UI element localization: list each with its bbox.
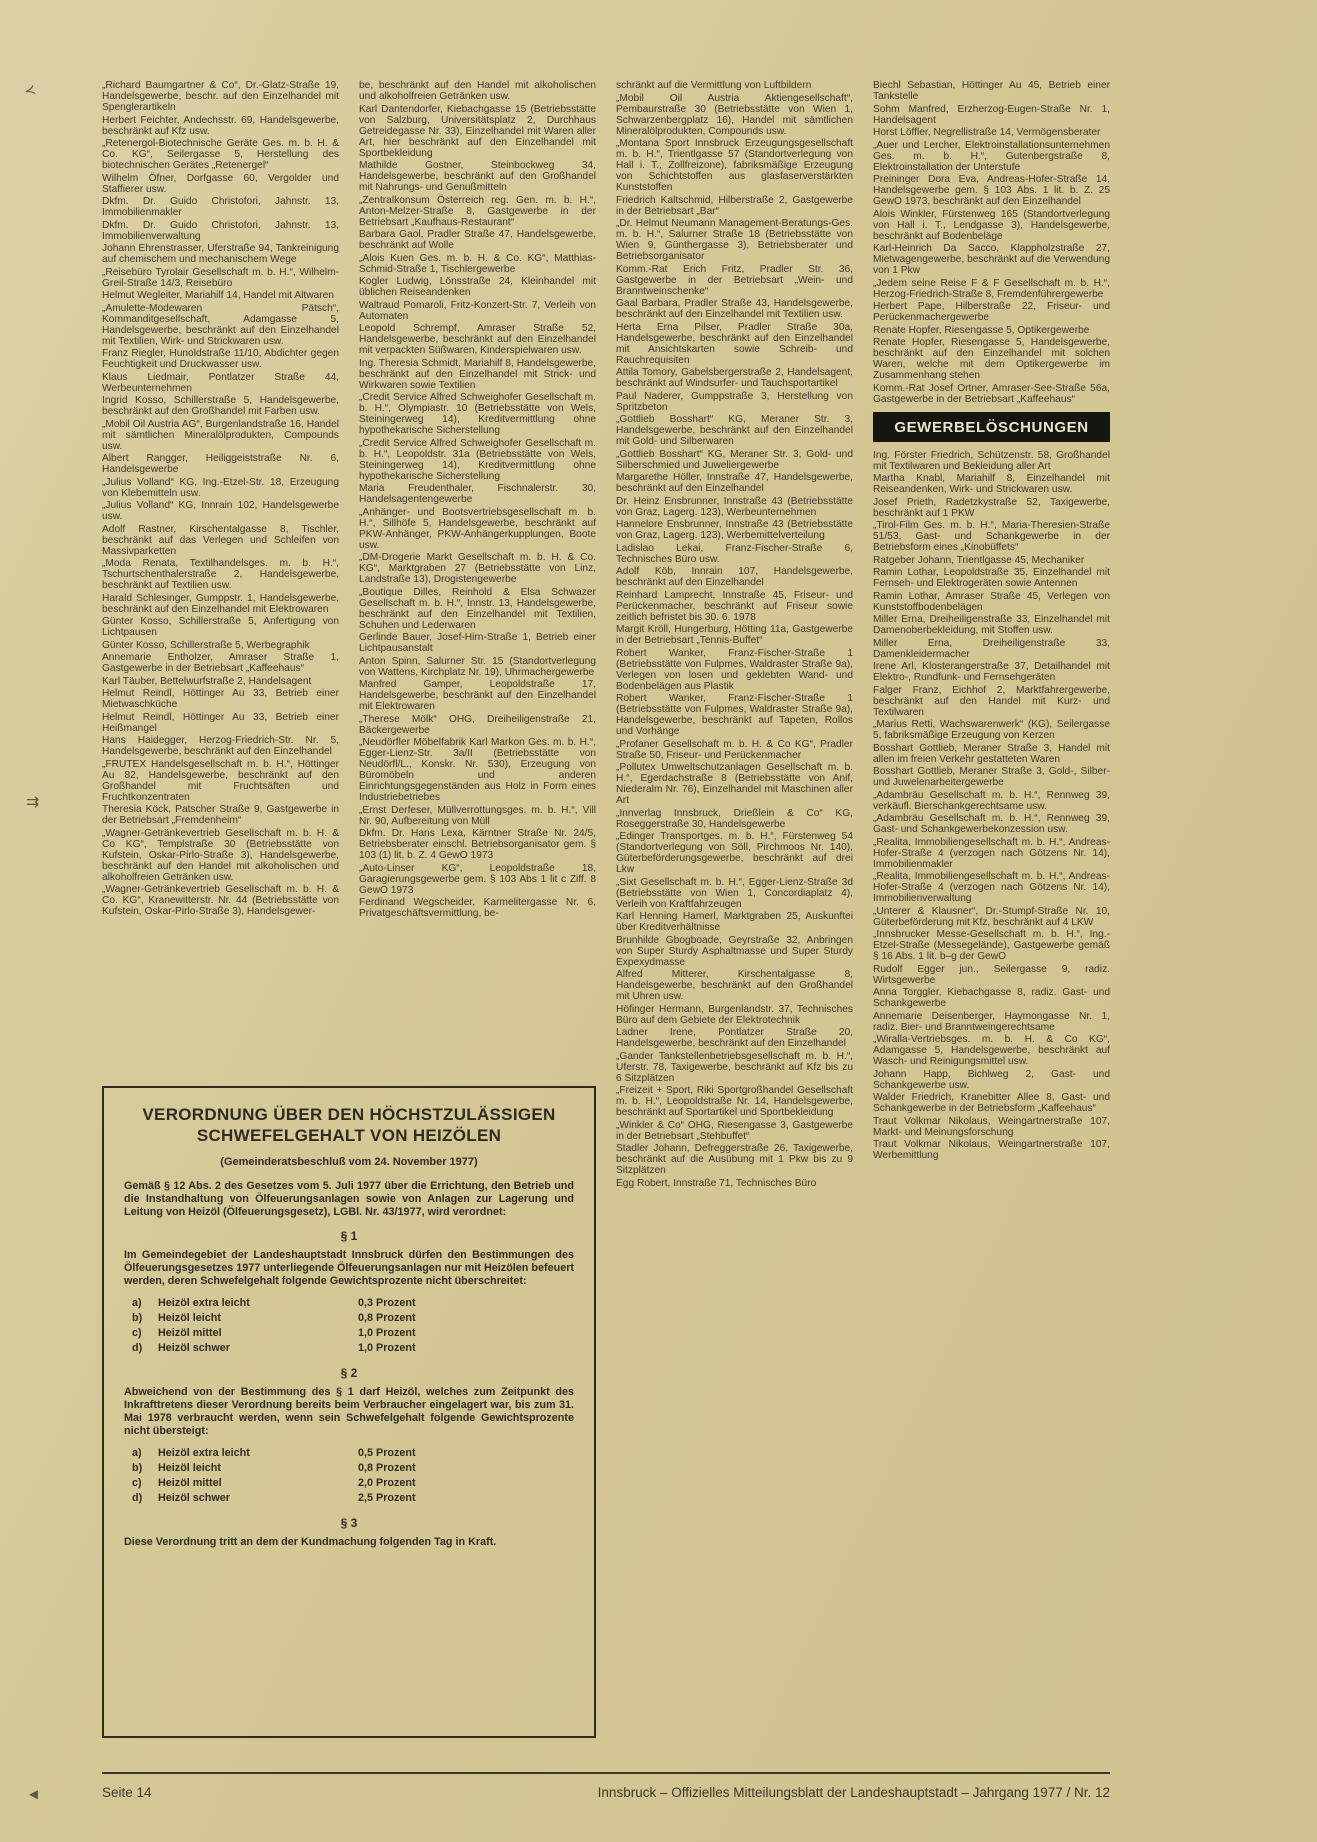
registry-entry: „Montana Sport Innsbruck Erzeugungsgesellschaft m. b. H.“, Trientlgasse 57 (Standortverlegung von Hall i. T., Zollfreizone), fabriksmäßige Erzeugung von Schichtstoffen aus glasfaserverstärkten Kunststoffen (616, 138, 853, 193)
paragraph-1-heading: § 1 (340, 1229, 358, 1243)
page-number: Seite 14 (102, 1785, 152, 1800)
verordnung-subtitle: (Gemeinderatsbeschluß vom 24. November 1977) (220, 1156, 478, 1168)
registry-entry: Komm.-Rat Josef Ortner, Amraser-See-Straße 56a, Gastgewerbe in der Betriebsart „Kaffeehaus“ (873, 382, 1110, 405)
heizoel-cell: 0,3 Prozent (358, 1297, 416, 1309)
registry-entry: Robert Wanker, Franz-Fischer-Straße 1 (Betriebsstätte von Fulpmes, Waldraster Straße 9a), Handelsgewerbe, beschränkt auf Tapeten, Rollos und Vorhänge (616, 693, 853, 737)
registry-entry: Albert Rangger, Heiliggeiststraße Nr. 6, Handelsgewerbe (102, 453, 339, 475)
registry-entry: Komm.-Rat Erich Fritz, Pradler Str. 36, Gastgewerbe in der Betriebsart „Wein- und Branntweinschenke“ (616, 263, 853, 297)
registry-entry: Alfred Mitterer, Kirschentalgasse 8, Handelsgewerbe, beschränkt auf den Großhandel mit Uhren usw. (616, 969, 853, 1002)
registry-entry: Brunhilde Gbogboade, Geyrstraße 32, Anbringen von Super Sturdy Asphaltmasse und Super Sturdy Expexydmasse (616, 934, 853, 968)
registry-entry: „Therese Mölk“ OHG, Dreiheiligenstraße 21, Bäckergewerbe (359, 713, 596, 736)
registry-entry: Miller Erna, Dreiheiligenstraße 33, Damenkleidermacher (873, 637, 1110, 660)
registry-entry: Dkfm. Dr. Hans Lexa, Kärntner Straße Nr. 24/5, Betriebsberater einschl. Betriebsorganisator gem. § 103 (1) lit. b. Z. 4 GewO 1973 (359, 828, 596, 861)
heizoel-row (132, 1476, 574, 1491)
registry-entry: Herbert Pape, Hilberstraße 22, Friseur- und Perückenmachergewerbe (873, 301, 1110, 323)
registry-entry: Günter Kosso, Schillerstraße 5, Anfertigung von Lichtpausen (102, 616, 339, 638)
registry-entry: Gaal Barbara, Pradler Straße 43, Handelsgewerbe, beschränkt auf den Einzelhandel mit Textilien usw. (616, 298, 853, 320)
heizoel-cell: 0,8 Prozent (358, 1312, 416, 1324)
registry-entry: Friedrich Kaltschmid, Hilberstraße 2, Gastgewerbe in der Betriebsart „Bar“ (616, 194, 853, 217)
heizoel-cell: 2,0 Prozent (358, 1477, 416, 1489)
heizoel-cell: Heizöl extra leicht (158, 1297, 250, 1309)
registry-entry: Reinhard Lamprecht, Innstraße 45, Friseur- und Perückenmacher, beschränkt auf Friseur sowie zeitlich befristet bis 30. 6. 1978 (616, 589, 853, 623)
registry-entry: Karl Henning Hamerl, Marktgraben 25, Auskunftei über Kreditverhältnisse (616, 911, 853, 933)
registry-entry: „Credit Service Alfred Schweighofer Gesellschaft m. b. H.“, Leopoldstr. 31a (Betriebsstätte von Wels, Steiningerweg 14), Kreditvermittlung ohne hypothekarische Sicherstellung (359, 437, 596, 482)
registry-entry: Stadler Johann, Defreggerstraße 26, Taxigewerbe, beschränkt auf die Ausübung mit 1 Pkw bis zu 9 Sitzplätzen (616, 1143, 853, 1176)
registry-entry: Ramin Lothar, Leopoldstraße 35, Einzelhandel mit Fernseh- und Elektrogeräten sowie Antennen (873, 567, 1110, 589)
verordnung-box (102, 1086, 596, 1738)
heizoel-row (132, 1311, 574, 1326)
registry-entry: „Wiralla-Vertriebsges. m. b. H. & Co KG“, Adamgasse 5, Handelsgewerbe, beschränkt auf Wasch- und Reinigungsmittel usw. (873, 1034, 1110, 1067)
registry-entry: Horst Löffler, Negrellistraße 14, Vermögensberater (873, 127, 1101, 138)
heizoel-cell: Heizöl schwer (158, 1342, 231, 1354)
heizoel-cell: 0,5 Prozent (358, 1447, 416, 1459)
registry-entry: „Reisebüro Tyrolair Gesellschaft m. b. H.“, Wilhelm-Greil-Straße 14/3, Reisebüro (102, 266, 339, 289)
registry-entry: Dr. Heinz Ensbrunner, Innstraße 43 (Betriebsstätte von Graz, Lagerg. 123), Werbeunternehmen (616, 495, 853, 518)
registry-entry: „Adambräu Gesellschaft m. b. H.“, Rennweg 39, Gast- und Schankgewerbekonzession usw. (873, 813, 1110, 835)
heizoel-cell: Heizöl schwer (158, 1492, 231, 1504)
registry-entry: Herbert Feichter, Andechsstr. 69, Handelsgewerbe, beschränkt auf Kfz usw. (102, 114, 339, 137)
registry-entry: Attila Tomory, Gabelsbergerstraße 2, Handelsagent, beschränkt auf Windsurfer- und Tauchsportartikel (616, 367, 853, 389)
registry-entry: Karl-Heinrich Da Sacco, Klappholzstraße 27, Mietwagengewerbe, beschränkt auf die Verwendung von 1 Pkw (873, 243, 1110, 276)
registry-entry: Leopold Schrempf, Amraser Straße 52, Handelsgewerbe, beschränkt auf den Einzelhandel mit verpackten Süßwaren, Kinderspielwaren usw. (359, 323, 596, 356)
registry-entry: „Unterer & Klausner“, Dr.-Stumpf-Straße Nr. 10, Güterbeförderung mit Kfz, beschränkt auf 4 LKW (873, 905, 1110, 928)
registry-entry: Renate Hopfer, Riesengasse 5, Optikergewerbe (873, 324, 1090, 336)
heizoel-cell: Heizöl leicht (158, 1462, 221, 1474)
column-1 (102, 80, 339, 1072)
registry-entry: „Edinger Transportges. m. b. H.“, Fürstenweg 54 (Standortverlegung von Söll, Pirchmoos Nr. 140), Güterbeförderungsgewerbe, beschränkt auf drei Lkw (616, 831, 853, 875)
registry-entry: Alois Winkler, Fürstenweg 165 (Standortverlegung von Hall i. T., Lendgasse 3), Handelsgewerbe, beschränkt auf Bodenbeläge (873, 208, 1110, 242)
registry-entry: „Boutique Dilles, Reinhold & Elsa Schwazer Gesellschaft m. b. H.“, Innstr. 13, Handelsgewerbe, beschränkt auf den Einzelhandel mit Textilien, Schuhen und Lederwaren (359, 586, 596, 631)
registry-entry: Annemarie Entholzer, Amraser Straße 1, Gastgewerbe in der Betriebsart „Kaffeehaus“ (102, 652, 339, 674)
registry-entry: schränkt auf die Vermittlung von Luftbildern (616, 80, 812, 91)
registry-entry: Gerlinde Bauer, Josef-Hirn-Straße 1, Betrieb einer Lichtpausanstalt (359, 632, 596, 654)
registry-entry: „Sixt Gesellschaft m. b. H.“, Egger-Lienz-Straße 3d (Betriebsstätte von Wien 1, Concordiaplatz 4), Verleih von Kraftfahrzeugen (616, 876, 853, 910)
registry-entry: Anna Torggler, Kiebachgasse 8, radiz. Gast- und Schankgewerbe (873, 987, 1110, 1009)
verordnung-intro: Gemäß § 12 Abs. 2 des Gesetzes vom 5. Juli 1977 über die Errichtung, den Betrieb und die Instandhaltung von Ölfeuerungsanlagen sowie von Anlagen zur Lagerung und Leitung von Heizöl (Ölfeuerungsgesetz), LGBl. Nr. 43/1977, wird verordnet: (124, 1180, 574, 1218)
heizoel-cell: c) (132, 1327, 142, 1339)
registry-entry: „Amulette-Modewaren Pätsch“, Kommanditgesellschaft, Adamgasse 5, Handelsgewerbe, beschränkt auf den Einzelhandel mit Textilien, Wirk- und Strickwaren usw. (102, 302, 339, 347)
registry-entry: Ladislao Lekai, Franz-Fischer-Straße 6, Technisches Büro usw. (616, 542, 853, 565)
pen-mark: ⇉ (26, 794, 40, 811)
registry-entry: Ramin Lothar, Amraser Straße 45, Verlegen von Kunststoffbodenbelägen (873, 590, 1110, 613)
registry-entry: Manfred Gamper, Leopoldstraße 17, Handelsgewerbe, beschränkt auf den Einzelhandel mit Elektrowaren (359, 679, 596, 712)
pen-mark: ◄ (26, 1786, 41, 1803)
registry-entry: Wilhelm Öfner, Dorfgasse 60, Vergolder und Staffierer usw. (102, 172, 339, 195)
column-4-bottom-entries (873, 450, 1110, 1162)
paragraph-3-text: Diese Verordnung tritt an dem der Kundmachung folgenden Tag in Kraft. (124, 1536, 497, 1548)
registry-entry: Günter Kosso, Schillerstraße 5, Werbegraphik (102, 639, 310, 651)
page-footer (102, 1772, 1110, 1800)
registry-entry: Barbara Gaol, Pradler Straße 47, Handelsgewerbe, beschränkt auf Wolle (359, 229, 596, 251)
heizoel-cell: c) (132, 1477, 142, 1489)
heizoel-cell: Heizöl mittel (158, 1477, 222, 1489)
heizoel-row (132, 1461, 574, 1476)
registry-entry: „Innverlag Innsbruck, Drießlein & Co“ KG, Roseggerstraße 30, Handelsgewerbe (616, 807, 853, 830)
right-half (616, 80, 1110, 1742)
registry-entry: Preininger Dora Eva, Andreas-Hofer-Straße 14, Handelsgewerbe gem. § 103 Abs. 1 lit. b. Z. 25 GewO 1973, beschränkt auf den Einzelhandel (873, 174, 1110, 207)
registry-entry: Karl Dantendorfer, Kiebachgasse 15 (Betriebsstätte von Salzburg, Universitätsplatz 2, Durchhaus Getreidegasse Nr. 33), Einzelhandel mit Waren aller Art, hier beschränkt auf den Einzelhandel mit Sportbekleidung (359, 103, 596, 159)
column-3 (616, 80, 853, 1742)
registry-entry: Helmut Reindl, Höttinger Au 33, Betrieb einer Heißmangel (102, 711, 339, 734)
gewerbeloeschungen-heading: GEWERBELÖSCHUNGEN (873, 412, 1110, 442)
registry-entry: Johann Ehrenstrasser, Uferstraße 94, Tankreinigung auf chemischem und mechanischem Wege (102, 243, 339, 265)
registry-entry: Harald Schlesinger, Gumppstr. 1, Handelsgewerbe, beschränkt auf den Einzelhandel mit Elektrowaren (102, 592, 339, 615)
registry-entry: Sohm Manfred, Erzherzog-Eugen-Straße Nr. 1, Handelsagent (873, 103, 1110, 126)
registry-entry: Hannelore Ensbrunner, Innstraße 43 (Betriebsstätte von Graz, Lagerg. 123), Werbemittelverteilung (616, 519, 853, 541)
verordnung-title-line2: SCHWEFELGEHALT VON HEIZÖLEN (196, 1126, 502, 1145)
heizoel-cell: d) (132, 1492, 143, 1504)
registry-entry: „Credit Service Alfred Schweighofer Gesellschaft m. b. H.“, Olympiastr. 10 (Betriebsstätte von Wels, Steiningerweg 14), Kreditvermittlung ohne hypothekarische Sicherstellung (359, 392, 596, 436)
registry-entry: Ing. Theresia Schmidt, Mariahilf 8, Handelsgewerbe, beschränkt auf den Einzelhandel mit Strick- und Wirkwaren sowie Textilien (359, 357, 596, 391)
registry-entry: Johann Happ, Bichlweg 2, Gast- und Schankgewerbe usw. (873, 1068, 1110, 1091)
registry-entry: „Tirol-Film Ges. m. b. H.“, Maria-Theresien-Straße 51/53, Gast- und Schankgewerbe in der Betriebsform eines „Kinobüffets“ (873, 520, 1110, 553)
registry-entry: Walder Friedrich, Kranebitter Allee 8, Gast- und Schankgewerbe in der Betriebsform „Kaffeehaus“ (873, 1092, 1110, 1114)
registry-entry: „Ernst Derfeser, Müllverrottungsges. m. b. H.“, Vill Nr. 90, Aufbereitung von Müll (359, 804, 596, 827)
paragraph-2-heading: § 2 (340, 1366, 358, 1380)
registry-entry: „Julius Volland“ KG, Ing.-Etzel-Str. 18, Erzeugung von Klebemitteln usw. (102, 476, 339, 499)
registry-entry: Klaus Liedmair, Pontlatzer Straße 44, Werbeunternehmen (102, 371, 339, 394)
registry-entry: „Gottlieb Bosshart“ KG, Meraner Str. 3, Gold- und Silberschmied und Juweliergewerbe (616, 448, 853, 471)
registry-entry: Margarethe Höller, Innstraße 47, Handelsgewerbe, beschränkt auf den Einzelhandel (616, 472, 853, 494)
registry-entry: Hans Haidegger, Herzog-Friedrich-Str. Nr. 5, Handelsgewerbe, beschränkt auf den Einzelhandel (102, 735, 339, 757)
registry-entry: Karl Täuber, Bettelwurfstraße 2, Handelsagent (102, 675, 312, 687)
registry-entry: „DM-Drogerie Markt Gesellschaft m. b. H. & Co. KG“, Marktgraben 27 (Betriebsstätte von Linz, Landstraße 13), Drogistengewerbe (359, 552, 596, 585)
registry-entry: Höfinger Hermann, Burgenlandstr. 37, Technisches Büro auf dem Gebiete der Elektrotechnik (616, 1003, 853, 1026)
heizoel-cell: a) (132, 1297, 142, 1309)
registry-entry: Biechl Sebastian, Höttinger Au 45, Betrieb einer Tankstelle (873, 80, 1110, 102)
registry-entry: „Winkler & Co“ OHG, Riesengasse 3, Gastgewerbe in der Betriebsart „Stehbuffet“ (616, 1119, 853, 1142)
registry-entry: Martha Knabl, Mariahilf 8, Einzelhandel mit Reiseandenken, Wirk- und Strickwaren usw. (873, 473, 1110, 495)
registry-entry: Falger Franz, Eichhof 2, Marktfahrergewerbe, beschränkt auf den Handel mit Kurz- und Textilwaren (873, 684, 1110, 718)
verordnung-title (124, 1104, 574, 1146)
registry-entry: be, beschränkt auf den Handel mit alkoholischen und alkoholfreien Getränken usw. (359, 80, 596, 102)
right-columns (616, 80, 1110, 1742)
registry-entry: „Julius Volland“ KG, Innrain 102, Handelsgewerbe usw. (102, 500, 339, 522)
heizoel-row (132, 1326, 574, 1341)
registry-entry: Franz Riegler, Hunoldstraße 11/10, Abdichter gegen Feuchtigkeit und Druckwasser usw. (102, 348, 339, 370)
heizoel-row (132, 1491, 574, 1506)
registry-entry: Ingrid Kosso, Schillerstraße 5, Handelsgewerbe, beschränkt auf den Großhandel mit Farben usw. (102, 395, 339, 417)
registry-entry: Ratgeber Johann, Trientlgasse 45, Mechaniker (873, 554, 1085, 566)
heizoel-cell: 1,0 Prozent (358, 1342, 416, 1354)
registry-entry: Kogler Ludwig, Lönsstraße 24, Kleinhandel mit üblichen Reiseandenken (359, 276, 596, 298)
registry-entry: „Alois Kuen Ges. m. b. H. & Co. KG“, Matthias-Schmid-Straße 1, Tischlergewerbe (359, 252, 596, 275)
registry-entry: Ladner Irene, Pontlatzer Straße 20, Handelsgewerbe, beschränkt auf den Einzelhandel (616, 1027, 853, 1049)
left-columns (102, 80, 596, 1072)
registry-entry: Bosshart Gottlieb, Meraner Straße 3, Gold-, Silber- und Juwelenarbeitergewerbe (873, 766, 1110, 788)
registry-entry: „Retenergol-Biotechnische Geräte Ges. m. b. H. & Co. KG“, Seilergasse 5, Herstellung des biotechnischen Gerätes „Retenergel“ (102, 138, 339, 171)
registry-entry: Rudolf Egger jun., Seilergasse 9, radiz. Wirtsgewerbe (873, 963, 1110, 986)
registry-entry: Traut Volkmar Nikolaus, Weingartnerstraße 107, Markt- und Meinungsforschung (873, 1115, 1110, 1138)
heizoel-cell: 2,5 Prozent (358, 1492, 416, 1504)
heizoel-row (132, 1296, 574, 1311)
column-4-top-entries (873, 80, 1110, 405)
paragraph-1-text: Im Gemeindegebiet der Landeshauptstadt Innsbruck dürfen den Bestimmungen des Ölfeuerungsgesetzes 1977 unterliegende Ölfeuerungsanlagen nur mit Heizölen befeuert werden, deren Schwefelgehalt folgende Gewichtsprozente nicht überschreitet: (124, 1249, 574, 1287)
registry-entry: Josef Prieth, Radetzkystraße 52, Taxigewerbe, beschränkt auf 1 PKW (873, 496, 1110, 519)
heizoel-cell: Heizöl mittel (158, 1327, 222, 1339)
registry-entry: Miller Erna, Dreiheiligenstraße 33, Einzelhandel mit Damenoberbekleidung, mit Stoffen usw. (873, 614, 1110, 636)
heizoel-cell: b) (132, 1462, 143, 1474)
heizoel-row (132, 1341, 574, 1356)
column-2 (359, 80, 596, 1072)
registry-entry: Robert Wanker, Franz-Fischer-Straße 1 (Betriebsstätte von Fulpmes, Waldraster Straße 9a), Verlegen von losen und geklebten Wand- und Bodenbelägen aus Plastik (616, 647, 853, 692)
registry-entry: Bosshart Gottlieb, Meraner Straße 3, Handel mit allen im freien Verkehr gestatteten Waren (873, 742, 1110, 765)
heizoel-table-1 (132, 1296, 574, 1356)
registry-entry: „Richard Baumgartner & Co“, Dr.-Glatz-Straße 19, Handelsgewerbe, beschr. auf den Einzelhandel mit Spenglerartikeln (102, 80, 339, 113)
registry-entry: „Freizeit + Sport, Riki Sportgroßhandel Gesellschaft m. b. H.“, Leopoldstraße Nr. 14, Handelsgewerbe, beschränkt auf Sportartikel und Sportbekleidung (616, 1085, 853, 1118)
registry-entry: Annemarie Deisenberger, Haymongasse Nr. 1, radiz. Bier- und Branntweingerechtsame (873, 1010, 1110, 1033)
left-half (102, 80, 596, 1742)
heizoel-cell: d) (132, 1342, 143, 1354)
heizoel-row (132, 1446, 574, 1461)
registry-entry: „Realita, Immobiliengesellschaft m. b. H.“, Andreas-Hofer-Straße 4 (verzogen nach Götzens Nr. 14), Immobilienverwaltung (873, 871, 1110, 904)
registry-entry: Waltraud Pomaroli, Fritz-Konzert-Str. 7, Verleih von Automaten (359, 299, 596, 322)
heizoel-cell: Heizöl leicht (158, 1312, 221, 1324)
registry-entry: „Mobil Oil Austria AG“, Burgenlandstraße 16, Handel mit sämtlichen Mineralölprodukten, Compounds usw. (102, 418, 339, 452)
registry-entry: Adolf Köb, Innrain 107, Handelsgewerbe, beschränkt auf den Einzelhandel (616, 566, 853, 588)
registry-entry: „Adambräu Gesellschaft m. b. H.“, Rennweg 39, verkäufl. Bierschankgerechtsame usw. (873, 789, 1110, 812)
registry-entry: Irene Arl, Klosterangerstraße 37, Detailhandel mit Elektro-, Rundfunk- und Fernsehgeräten (873, 661, 1110, 683)
page-content (102, 80, 1110, 1742)
registry-entry: „Wagner-Getränkevertrieb Gesellschaft m. b. H. & Co. KG“, Kranewitterstr. Nr. 44 (Betriebsstätte von Kufstein, Oskar-Pirlo-Straße 3), Handelsgewer- (102, 884, 339, 917)
registry-entry: Helmut Reindl, Höttinger Au 33, Betrieb einer Mietwaschküche (102, 688, 339, 710)
paragraph-3-heading: § 3 (340, 1516, 358, 1530)
registry-entry: Paul Naderer, Gumppstraße 3, Herstellung von Spritzbeton (616, 390, 853, 413)
column-4 (873, 80, 1110, 1742)
heizoel-cell: 0,8 Prozent (358, 1462, 416, 1474)
registry-entry: Adolf Rastner, Kirschentalgasse 8, Tischler, beschränkt auf das Verlegen und Schleifen von Massivparketten (102, 523, 339, 557)
registry-entry: „Realita, Immobiliengesellschaft m. b. H.“, Andreas-Hofer-Straße 4 (verzogen nach Götzens Nr. 14), Immobilienmakler (873, 836, 1110, 870)
registry-entry: Margit Kröll, Hungerburg, Hötting 11a, Gastgewerbe in der Betriebsart „Tennis-Buffet“ (616, 624, 853, 646)
registry-entry: „Gottlieb Bosshart“ KG, Meraner Str. 3, Handelsgewerbe, beschränkt auf den Einzelhandel mit Gold- und Silberwaren (616, 414, 853, 447)
registry-entry: „Auto-Linser KG“, Leopoldstraße 18, Garagierungsgewerbe gem. § 103 Abs 1 lit c Ziff. 8 GewO 1973 (359, 862, 596, 896)
registry-entry: „Neudörfler Möbelfabrik Karl Markon Ges. m. b. H.“, Egger-Lienz-Str. 3a/II (Betriebsstätte von Neudörfl/L., Konskr. Nr. 530), Erzeugung von Büromöbeln und anderen Einrichtungsgegenständen aus Holz in Form eines Industriebetriebes (359, 737, 596, 803)
verordnung-title-line1: VERORDNUNG ÜBER DEN HÖCHSTZULÄSSIGEN (142, 1105, 556, 1124)
registry-entry: „Zentralkonsum Österreich reg. Gen. m. b. H.“, Anton-Melzer-Straße 8, Gastgewerbe in der Betriebsart „Kaufhaus-Restaurant“ (359, 194, 596, 228)
registry-entry: Traut Volkmar Nikolaus, Weingartnerstraße 107, Werbemittlung (873, 1139, 1110, 1161)
registry-entry: Herta Erna Pilser, Pradler Straße 30a, Handelsgewerbe, beschränkt auf den Einzelhandel mit Ansichtskarten sowie Schreib- und Rauchrequisiten (616, 321, 853, 366)
registry-entry: „Anhänger- und Bootsvertriebsgesellschaft m. b. H.“, Sillhöfe 5, Handelsgewerbe, beschränkt auf PKW-Anhänger, PKW-Anhängerkupplungen, Boote usw. (359, 506, 596, 551)
registry-entry: „FRUTEX Handelsgesellschaft m. b. H.“, Höttinger Au 82, Handelsgewerbe, beschränkt auf den Großhandel mit Fruchtsäften und Fruchtkonzentraten (102, 758, 339, 803)
heizoel-cell: Heizöl extra leicht (158, 1447, 250, 1459)
paragraph-2-text: Abweichend von der Bestimmung des § 1 darf Heizöl, welches zum Zeitpunkt des Inkrafttretens dieser Verordnung bereits beim Verbraucher eingelagert war, bis zum 31. Mai 1978 verbraucht werden, wenn sein Schwefelgehalt folgende Gewichtsprozente nicht übersteigt: (124, 1386, 574, 1437)
registry-entry: Helmut Wegleiter, Mariahilf 14, Handel mit Altwaren (102, 290, 334, 301)
registry-entry: „Auer und Lercher, Elektroinstallationsunternehmen Ges. m. b. H.“, Gutenbergstraße 8, Elektroinstallation der Unterstufe (873, 139, 1110, 173)
registry-entry: „Jedem seine Reise F & F Gesellschaft m. b. H.“, Herzog-Friedrich-Straße 8, Fremdenführergewerbe (873, 277, 1110, 300)
heizoel-cell: b) (132, 1312, 143, 1324)
heizoel-table-2 (132, 1446, 574, 1506)
registry-entry: „Moda Renata, Textilhandelsges. m. b. H.“, Tschurtschenthalerstraße 2, Handelsgewerbe, beschränkt auf Textilien usw. (102, 558, 339, 591)
registry-entry: „Marius Retti, Wachswarenwerk“ (KG), Seilergasse 5, fabriksmäßige Erzeugung von Kerzen (873, 719, 1110, 741)
registry-entry: „Mobil Oil Austria Aktiengesellschaft“, Pembaurstraße 30 (Betriebsstätte von Wien 1, Schwarzenbergplatz 16), Handel mit sämtlichen Mineralölprodukten, Compounds usw. (616, 92, 853, 137)
registry-entry: Mathilde Gostner, Steinbockweg 34, Handelsgewerbe, beschränkt auf den Großhandel mit Nahrungs- und Genußmitteln (359, 160, 596, 193)
registry-entry: Egg Robert, Innstraße 71, Technisches Büro (616, 1177, 817, 1189)
registry-entry: „Dr. Helmut Neumann Management-Beratungs-Ges. m. b. H.“, Salurner Straße 18 (Betriebsstätte von Wien 9, Günthergasse 3), Betriebsberater und Betriebsorganisator (616, 218, 853, 262)
registry-entry: „Profaner Gesellschaft m. b. H. & Co KG“, Pradler Straße 50, Friseur- und Perückenmacher (616, 738, 853, 761)
registry-entry: „Innsbrucker Messe-Gesellschaft m. b. H.“, Ing.-Etzel-Straße (Messegelände), Gastgewerbe gemäß § 16 Abs. 1 lit. b–g der GewO (873, 929, 1110, 962)
registry-entry: „Wagner-Getränkevertrieb Gesellschaft m. b. H. & Co KG“, Templstraße 30 (Betriebsstätte von Kufstein, Oskar-Pirlo-Straße 3), Handelsgewerbe, beschränkt auf den Handel mit alkoholischen und alkoholfreien Getränken usw. (102, 827, 339, 883)
registry-entry: Maria Freudenthaler, Fischnalerstr. 30, Handelsagentengewerbe (359, 483, 596, 505)
heizoel-cell: a) (132, 1447, 142, 1459)
registry-entry: Dkfm. Dr. Guido Christofori, Jahnstr. 13, Immobilienverwaltung (102, 219, 339, 242)
registry-entry: „Gander Tankstellenbetriebsgesellschaft m. b. H.“, Uferstr. 78, Taxigewerbe, beschränkt auf Kfz bis zu 6 Sitzplätzen (616, 1050, 853, 1084)
registry-entry: Ing. Förster Friedrich, Schützenstr. 58, Großhandel mit Textilwaren und Bekleidung aller Art (873, 449, 1110, 472)
heizoel-cell: 1,0 Prozent (358, 1327, 416, 1339)
registry-entry: „Pollutex Umweltschutzanlagen Gesellschaft m. b. H.“, Egerdachstraße 8 (Betriebsstätte von Anif, Niederalm Nr. 76), Einzelhandel mit Maschinen aller Art (616, 762, 853, 806)
registry-entry: Anton Spinn, Salurner Str. 15 (Standortverlegung von Wattens, Kirchplatz Nr. 19), Uhrmachergewerbe (359, 655, 596, 678)
publication-title: Innsbruck – Offizielles Mitteilungsblatt der Landeshauptstadt – Jahrgang 1977 / Nr. 12 (597, 1785, 1110, 1800)
registry-entry: Renate Hopfer, Riesengasse 5, Handelsgewerbe, beschränkt auf den Einzelhandel mit solchen Waren, welche mit dem Optikergewerbe im Zusammenhang stehen (873, 337, 1110, 381)
registry-entry: Theresia Köck, Patscher Straße 9, Gastgewerbe in der Betriebsart „Fremdenheim“ (102, 804, 339, 826)
registry-entry: Ferdinand Wegscheider, Karmelitergasse Nr. 6, Privatgeschäftsvermittlung, be- (359, 897, 596, 919)
pen-mark: ≺ (21, 80, 38, 100)
registry-entry: Dkfm. Dr. Guido Christofori, Jahnstr. 13, Immobilienmakler (102, 196, 339, 218)
